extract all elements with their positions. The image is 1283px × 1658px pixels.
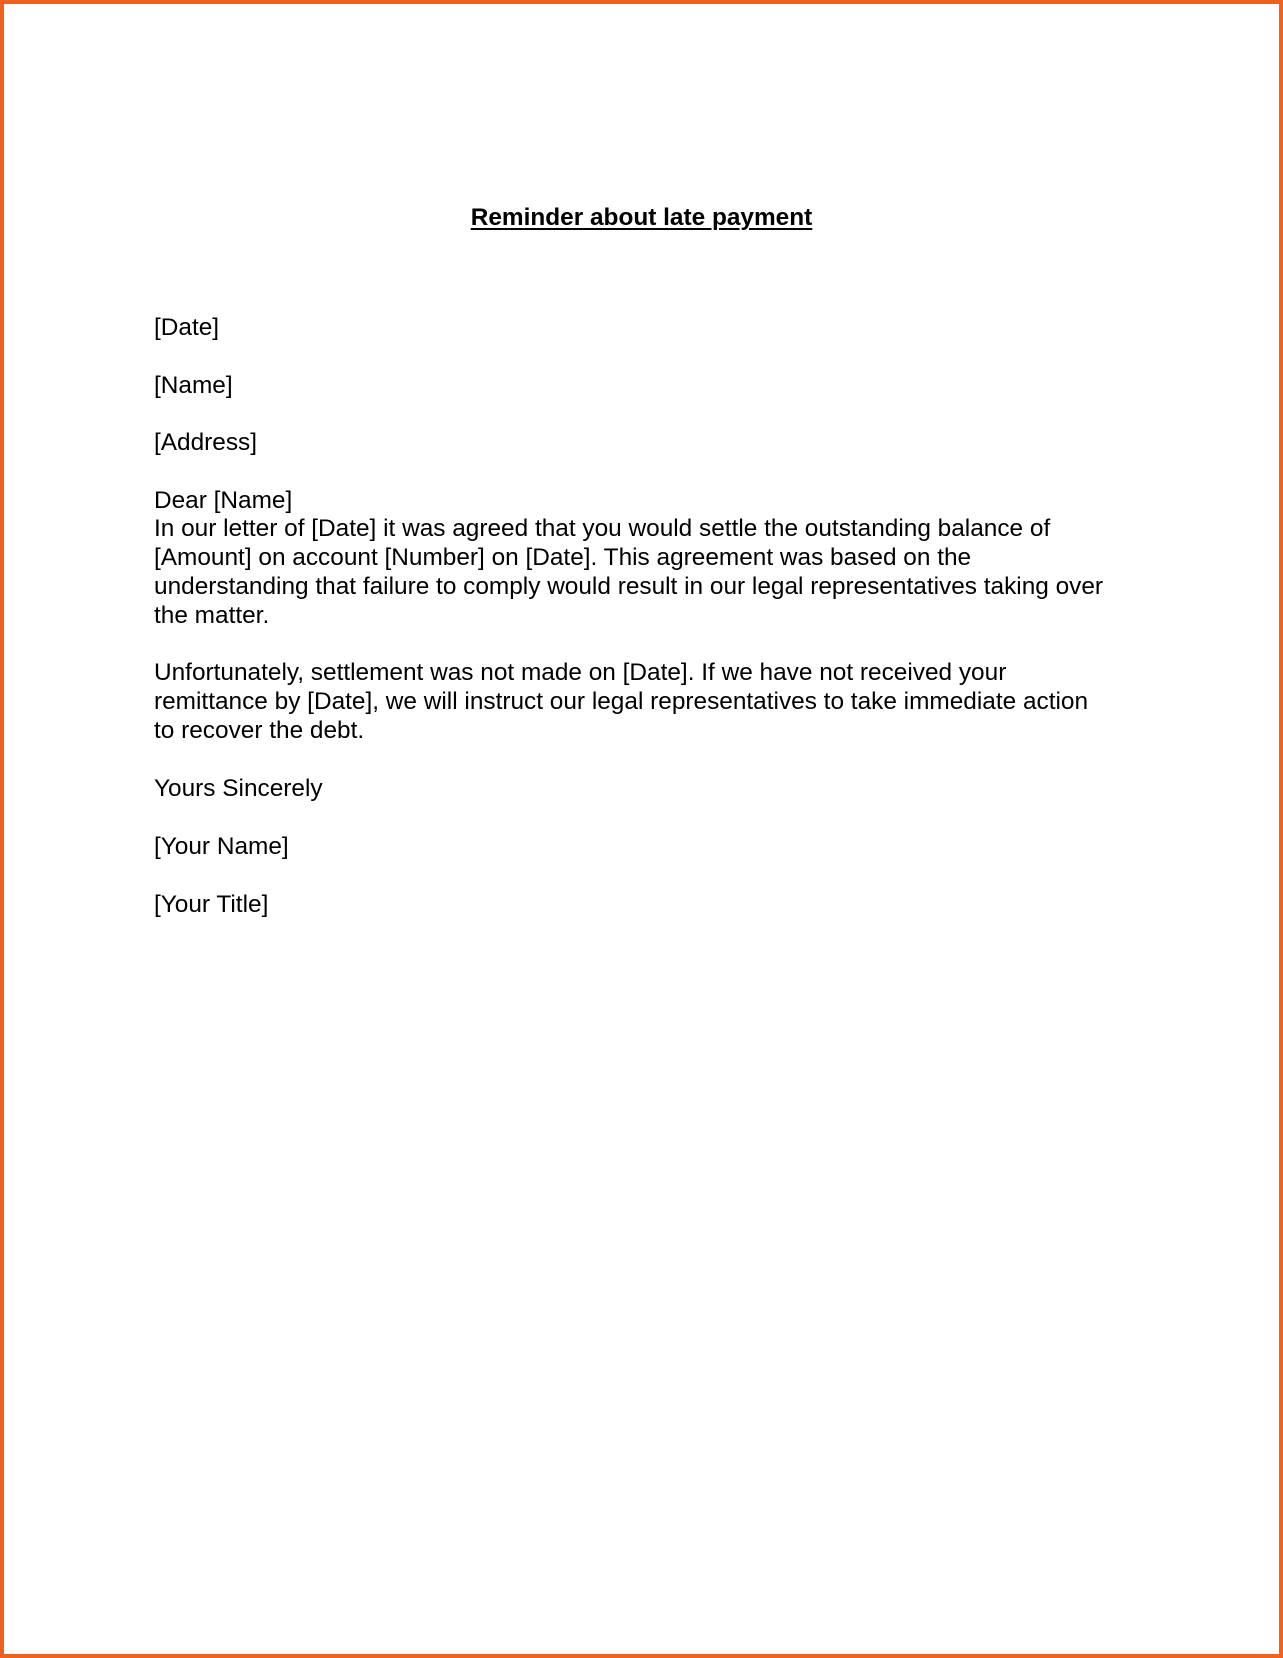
letter-date: [Date]	[154, 314, 220, 341]
signer-name: [Your Name]	[154, 833, 289, 860]
paragraph-1-line: [Amount] on account [Number] on [Date]. This agreement was based on the	[154, 544, 972, 571]
paragraph-1-line: In our letter of [Date] it was agreed that you would settle the outstanding balance of	[154, 515, 1051, 542]
salutation: Dear [Name]	[154, 487, 293, 514]
paragraph-1-line: understanding that failure to comply would result in our legal representatives taking over	[154, 573, 1104, 600]
paragraph-2-line: remittance by [Date], we will instruct our legal representatives to take immediate action	[154, 688, 1089, 715]
recipient-address: [Address]	[154, 429, 258, 456]
signer-title: [Your Title]	[154, 891, 269, 918]
paragraph-2	[154, 658, 1144, 745]
closing: Yours Sincerely	[154, 775, 323, 802]
recipient-name: [Name]	[154, 372, 233, 399]
paragraph-2-line: to recover the debt.	[154, 717, 365, 744]
paragraph-2-line: Unfortunately, settlement was not made on [Date]. If we have not received your	[154, 659, 1007, 686]
paragraph-1-line: the matter.	[154, 602, 270, 629]
letter-title: Reminder about late payment	[470, 204, 813, 231]
paragraph-1	[154, 514, 1144, 630]
